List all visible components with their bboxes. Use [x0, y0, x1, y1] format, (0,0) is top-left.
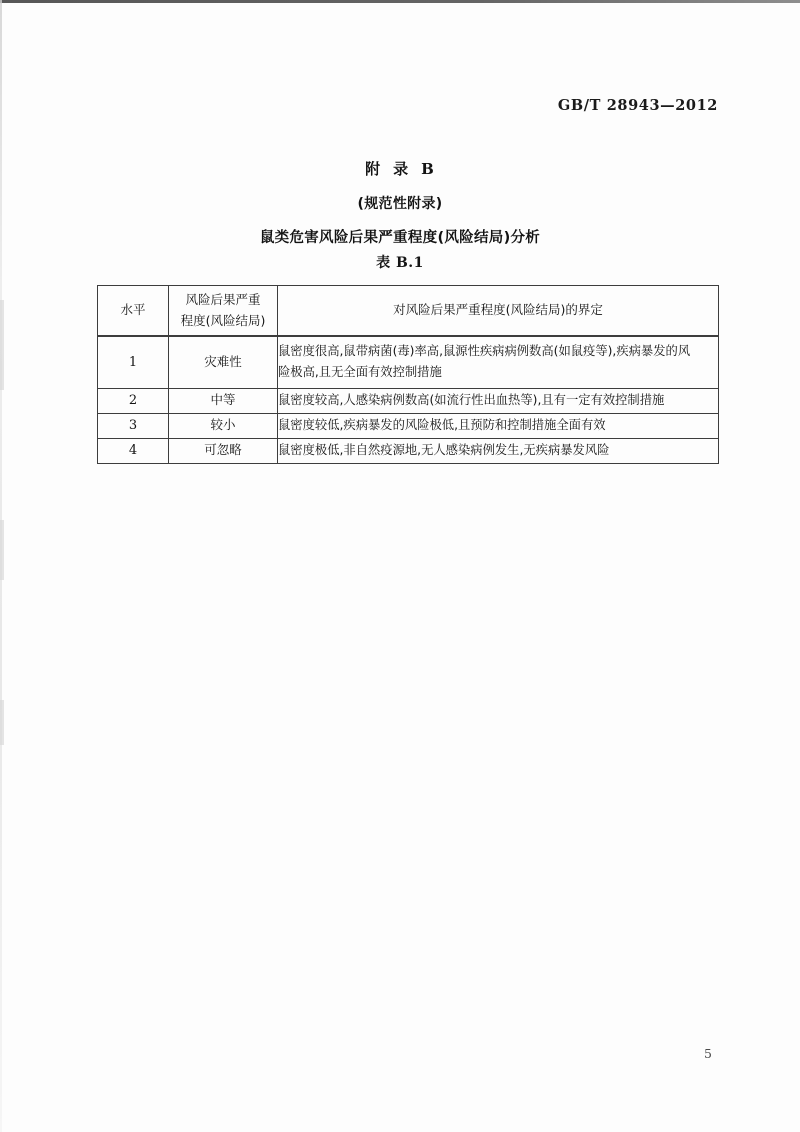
table-header-row	[98, 286, 719, 337]
table-header	[98, 286, 719, 337]
cell-level: 4	[98, 438, 169, 463]
scan-edge-top	[0, 0, 800, 3]
cell-severity: 较小	[169, 413, 278, 438]
scan-artifact	[0, 300, 4, 390]
cell-definition	[278, 336, 719, 388]
annex-nature: (规范性附录)	[357, 196, 443, 212]
scan-artifact	[0, 520, 4, 580]
standard-code-header: GB/T 28943—2012	[557, 97, 718, 114]
cell-level: 2	[98, 388, 169, 413]
table-caption: 表 B.1	[376, 255, 424, 271]
header-cell-level: 水平	[98, 286, 169, 337]
cell-definition: 鼠密度较低,疾病暴发的风险极低,且预防和控制措施全面有效	[278, 413, 719, 438]
risk-severity-table	[97, 285, 719, 464]
header-severity-line2: 程度(风险结局)	[180, 312, 266, 328]
cell-definition: 鼠密度较高,人感染病例数高(如流行性出血热等),且有一定有效控制措施	[278, 388, 719, 413]
cell-level: 3	[98, 413, 169, 438]
cell-level: 1	[98, 336, 169, 388]
cell-definition: 鼠密度极低,非自然疫源地,无人感染病例发生,无疾病暴发风险	[278, 438, 719, 463]
table-row	[98, 336, 719, 388]
scan-artifact	[0, 700, 4, 745]
definition-line: 险极高,且无全面有效控制措施	[278, 365, 442, 380]
cell-severity: 可忽略	[169, 438, 278, 463]
table-body	[98, 336, 719, 463]
definition-line: 鼠密度很高,鼠带病菌(毒)率高,鼠源性疾病病例数高(如鼠疫等),疾病暴发的风	[278, 344, 691, 359]
cell-severity: 灾难性	[169, 336, 278, 388]
table-row	[98, 388, 719, 413]
table-row	[98, 413, 719, 438]
annex-name: 鼠类危害风险后果严重程度(风险结局)分析	[259, 230, 541, 246]
annex-label-middle: 录	[393, 160, 410, 178]
header-severity-line1: 风险后果严重	[185, 292, 261, 308]
annex-title	[0, 158, 800, 179]
annex-heading-block	[0, 158, 800, 247]
annex-label-prefix: 附	[365, 160, 382, 178]
table-row	[98, 438, 719, 463]
page-number: 5	[704, 1046, 712, 1061]
cell-severity: 中等	[169, 388, 278, 413]
header-cell-severity	[169, 286, 278, 337]
header-cell-definition: 对风险后果严重程度(风险结局)的界定	[278, 286, 719, 337]
annex-label-letter: B	[421, 160, 435, 178]
